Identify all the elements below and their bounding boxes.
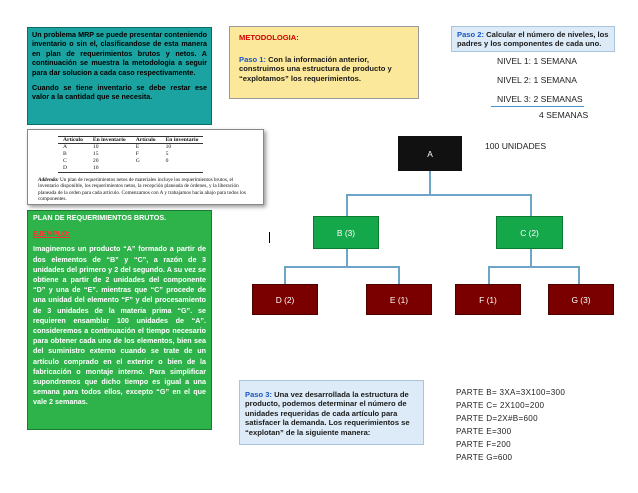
table-cell: D [63,165,68,171]
units-label: 100 UNIDADES [485,141,547,151]
table-cell: 10 [92,165,99,171]
table-row [58,151,203,158]
level-1: NIVEL 1: 1 SEMANA [497,56,577,66]
inventory-header: Artículo [58,137,88,144]
intro-paragraph: Un problema MRP se puede presentar conteniendo inventario o sin el, clasificandose de esta manera en plan de requerimientos brutos y netos. A continuación se muestra la metodologia a seguir para dar solucion a cada caso respectivamente. [32,30,207,77]
table-cell: G [135,158,140,164]
text-cursor [269,232,270,243]
paso3-body: Una vez desarrollada la estructura de producto, podemos determinar el número de unidades requeridas de cada artículo para satisfacer la demanda. Los requerimientos se “explotan” de la siguiente manera: [245,390,410,437]
node-f: F (1) [455,284,521,315]
connector [578,266,580,284]
level-total: 4 SEMANAS [539,110,589,120]
intro-note: Cuando se tiene inventario se debe restar ese valor a la cantidad que se necesita. [32,83,207,102]
connector [284,266,286,284]
inventory-header: Artículo [131,137,161,144]
plan-title: PLAN DE REQUERIMIENTOS BRUTOS. [33,213,167,222]
plan-body: Imaginemos un producto “A” formado a partir de dos elementos de “B” y “C”, a razón de 3 unidades del primero y 2 del segundo. A su vez se obtiene a partir de 2 unidades del componente “D” y una de “E”. mientras que “C” procede de una unidad del elemento “F” y del procesamiento de 3 unidades de la materia prima “G”. se requieren ensamblar 100 unidades de “A”. consideremos a continuación el tiempo necesario para obtener cada uno de los elementos, bien sea del suministro externo cuando se trate de un artículo comprado en el exterior o bien de la fabricación o montaje interno. Para simplificar supondremos que dicho tiempo es igual a una semana para todos ellos, excepto “G” en el que vale 2 semanas. [33,244,206,407]
parte-b: PARTE B= 3XA=3X100=300 [456,388,566,397]
table-cell [161,165,204,173]
parte-g: PARTE G=600 [456,453,513,462]
table-row [58,165,203,173]
table-cell [131,165,161,173]
connector [346,249,348,267]
connector [530,194,532,216]
connector [346,194,532,196]
level-2: NIVEL 2: 1 SEMANA [497,75,577,85]
paso1-body: Con la información anterior, construimos una estructura de producto y “explotamos” los requerimientos. [239,54,392,83]
connector [346,194,348,216]
node-c: C (2) [496,216,563,249]
plan-box [27,210,212,430]
connector [530,249,532,267]
paso1-label: Paso 1: [239,54,267,64]
table-cell: 5 [165,151,169,157]
connector [488,266,580,268]
node-b: B (3) [313,216,379,249]
sum-line [491,106,584,107]
parte-c: PARTE C= 2X100=200 [456,401,545,410]
table-cell: C [63,158,67,164]
paso2-body: Calcular el número de niveles, los padres y los componentes de cada uno. [457,30,609,49]
node-g: G (3) [548,284,614,315]
table-cell: E [135,144,140,150]
node-a: A [398,136,462,171]
table-cell: B [63,151,67,157]
inventory-note [38,177,253,203]
paso1-text [239,55,409,84]
paso3-label: Paso 3: [245,390,273,399]
table-cell: A [63,144,68,150]
connector [429,171,431,195]
metodologia-title: METODOLOGIA: [239,33,299,42]
inventory-header: En inventario [88,137,131,144]
paso3-box [239,380,424,445]
intro-box [27,27,212,125]
metodologia-box [229,26,419,99]
inventory-document [27,129,264,205]
connector [488,266,490,284]
note-label: Addenda: [38,177,59,183]
table-cell: 15 [92,151,99,157]
connector [284,266,400,268]
table-cell: F [135,151,139,157]
table-cell: 20 [92,158,99,164]
level-3: NIVEL 3: 2 SEMANAS [497,94,583,104]
parte-e: PARTE E=300 [456,427,512,436]
table-cell: 10 [165,144,172,150]
node-e: E (1) [366,284,432,315]
note-text: Un plan de requerimientos netos de materiales incluye los requerimientos brutos, el inventario disponible, los requerimientos netos, la recepción planeada de órdenes, y la liberación planeada de la orden para cada artículo. Comenzamos con A y trabajamos hacia abajo para todos los componentes. [38,177,246,203]
parte-f: PARTE F=200 [456,440,511,449]
table-cell: 10 [92,144,99,150]
parte-d: PARTE D=2X#B=600 [456,414,538,423]
inventory-header: En inventario [161,137,204,144]
table-row [58,158,203,165]
inventory-table [58,136,203,173]
connector [398,266,400,284]
paso2-box [451,26,615,52]
plan-subtitle: EJEMPLO: [33,229,70,239]
table-row [58,144,203,152]
node-d: D (2) [252,284,318,315]
table-cell: 0 [165,158,169,164]
paso2-label: Paso 2: [457,30,485,39]
